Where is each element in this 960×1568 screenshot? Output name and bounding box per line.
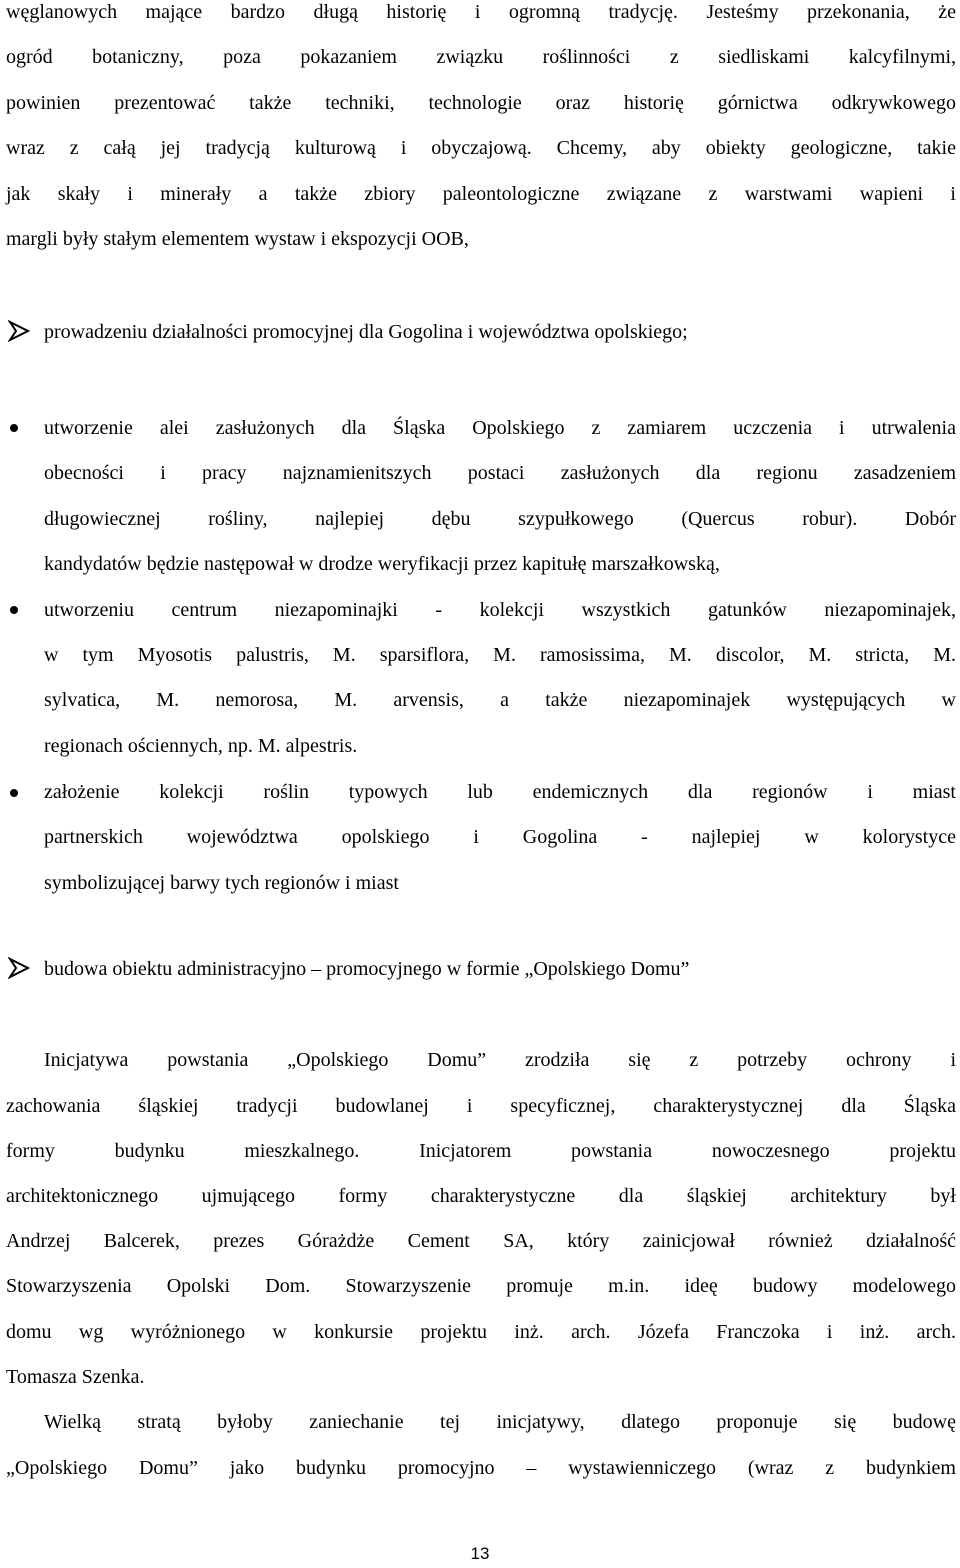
text-line: Tomasza Szenka. <box>6 1366 145 1388</box>
text-line: utworzenie alei zasłużonych dla Śląska Opolskiego z zamiarem uczczenia i utrwalenia <box>44 417 956 439</box>
text-line: w tym Myosotis palustris, M. sparsiflora, M. ramosissima, M. discolor, M. stricta, M. <box>44 644 956 666</box>
arrow-bullet-icon <box>8 957 30 979</box>
arrow-item-text: prowadzeniu działalności promocyjnej dla Gogolina i województwa opolskiego; <box>44 321 688 343</box>
text-line: domu wg wyróżnionego w konkursie projektu inż. arch. Józefa Franczoka i inż. arch. <box>6 1321 956 1343</box>
text-line: partnerskich województwa opolskiego i Gogolina - najlepiej w kolorystyce <box>44 826 956 848</box>
page-number: 13 <box>470 1544 490 1563</box>
bullet-dot-icon <box>10 789 18 797</box>
text-line: wraz z całą jej tradycją kulturową i obyczajową. Chcemy, aby obiekty geologiczne, takie <box>6 137 956 159</box>
text-line: Wielką stratą byłoby zaniechanie tej inicjatywy, dlatego proponuje się budowę <box>44 1411 956 1433</box>
text-line: Stowarzyszenia Opolski Dom. Stowarzyszenie promuje m.in. ideę budowy modelowego <box>6 1275 956 1297</box>
text-line: obecności i pracy najznamienitszych postaci zasłużonych dla regionu zasadzeniem <box>44 462 956 484</box>
text-line: regionach ościennych, np. M. alpestris. <box>44 735 358 757</box>
bullet-dot-icon <box>10 606 18 614</box>
arrow-item-text: budowa obiektu administracyjno – promocyjnego w formie „Opolskiego Domu” <box>44 958 690 980</box>
text-line: Inicjatywa powstania „Opolskiego Domu” zrodziła się z potrzeby ochrony i <box>44 1049 956 1071</box>
text-line: powinien prezentować także techniki, technologie oraz historię górnictwa odkrywkowego <box>6 92 956 114</box>
text-line: kandydatów będzie następował w drodze weryfikacji przez kapitułę marszałkowską, <box>44 553 720 575</box>
bullet-dot-icon <box>10 424 18 432</box>
text-line: założenie kolekcji roślin typowych lub endemicznych dla regionów i miast <box>44 781 956 803</box>
text-line: długowiecznej rośliny, najlepiej dębu szypułkowego (Quercus robur). Dobór <box>44 508 956 530</box>
arrow-bullet-icon <box>8 320 30 342</box>
text-line: formy budynku mieszkalnego. Inicjatorem powstania nowoczesnego projektu <box>6 1140 956 1162</box>
text-line: „Opolskiego Domu” jako budynku promocyjno – wystawienniczego (wraz z budynkiem <box>6 1457 956 1479</box>
text-line: sylvatica, M. nemorosa, M. arvensis, a także niezapominajek występujących w <box>44 689 956 711</box>
text-line: ogród botaniczny, poza pokazaniem związku roślinności z siedliskami kalcyfilnymi, <box>6 46 956 68</box>
text-line: symbolizującej barwy tych regionów i miast <box>44 872 399 894</box>
text-line: utworzeniu centrum niezapominajki - kolekcji wszystkich gatunków niezapominajek, <box>44 599 956 621</box>
text-line: węglanowych mające bardzo długą historię i ogromną tradycję. Jesteśmy przekonania, że <box>6 1 956 23</box>
text-line: margli były stałym elementem wystaw i ekspozycji OOB, <box>6 228 469 250</box>
text-line: architektonicznego ujmującego formy charakterystyczne dla śląskiej architektury był <box>6 1185 956 1207</box>
text-line: jak skały i minerały a także zbiory paleontologiczne związane z warstwami wapieni i <box>6 183 956 205</box>
text-line: Andrzej Balcerek, prezes Górażdże Cement SA, który zainicjował również działalność <box>6 1230 956 1252</box>
text-line: zachowania śląskiej tradycji budowlanej i specyficznej, charakterystycznej dla Śląska <box>6 1095 956 1117</box>
